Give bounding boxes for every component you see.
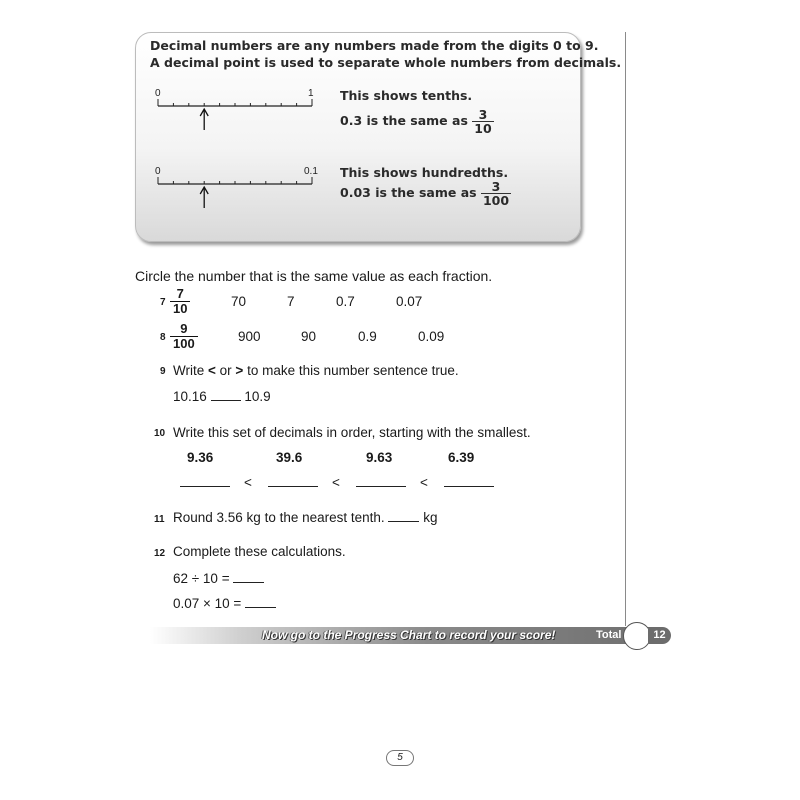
tenths-fraction <box>472 108 493 135</box>
q10-answer-blank-2[interactable] <box>268 475 318 487</box>
q9-gt-symbol: > <box>235 363 244 378</box>
q10-lt-1: < <box>244 475 252 490</box>
hundredths-ticks <box>158 177 312 184</box>
tenths-numerator: 3 <box>478 107 488 122</box>
max-score: 12 <box>648 627 671 644</box>
q7-option-1[interactable]: 70 <box>231 294 247 309</box>
hundredths-number-line <box>150 174 330 214</box>
q10-answer-blank-3[interactable] <box>356 475 406 487</box>
q10-answer-blank-4[interactable] <box>444 475 494 487</box>
q11-number: 11 <box>154 514 165 525</box>
hundredths-start-label: 0 <box>155 166 161 177</box>
hundredths-same-as <box>340 180 511 207</box>
q8-option-3[interactable]: 0.9 <box>358 329 377 344</box>
q8-option-4[interactable]: 0.09 <box>418 329 445 344</box>
info-line-1: Decimal numbers are any numbers made from the digits 0 to 9. <box>150 38 599 53</box>
q12-calc-2-blank[interactable] <box>245 596 276 608</box>
q10-lt-3: < <box>420 475 428 490</box>
q12-calc-2-text: 0.07 × 10 = <box>173 596 242 611</box>
page-number: 5 <box>386 750 414 766</box>
q7-fraction <box>170 287 190 317</box>
q8-number: 8 <box>160 332 166 343</box>
q8-option-1[interactable]: 900 <box>238 329 261 344</box>
q12-calc-1 <box>173 571 264 586</box>
q10-lt-2: < <box>332 475 340 490</box>
tenths-ticks <box>158 99 312 106</box>
q8-numerator: 9 <box>180 321 188 336</box>
hundredths-same-as-text: 0.03 is the same as <box>340 185 477 201</box>
q12-calc-1-text: 62 ÷ 10 = <box>173 571 230 586</box>
q7-option-2[interactable]: 7 <box>287 294 295 309</box>
q10-number: 10 <box>154 428 166 439</box>
q12-prompt: Complete these calculations. <box>173 544 346 559</box>
q8-option-2[interactable]: 90 <box>301 329 317 344</box>
q7-denominator: 10 <box>170 301 190 316</box>
q10-value-4: 6.39 <box>448 450 475 465</box>
hundredths-end-label: 0.1 <box>304 166 318 177</box>
total-label: Total <box>596 629 622 641</box>
tenths-same-as <box>340 108 494 135</box>
q7-option-4[interactable]: 0.07 <box>396 294 423 309</box>
tenths-end-label: 1 <box>308 88 314 99</box>
q10-answer-blank-1[interactable] <box>180 475 230 487</box>
hundredths-denominator: 100 <box>482 193 510 209</box>
tenths-denominator: 10 <box>474 121 492 137</box>
page-right-rule <box>625 32 626 626</box>
q12-calc-2 <box>173 596 276 611</box>
progress-chart-text: Now go to the Progress Chart to record your score! <box>262 628 556 642</box>
tenths-number-line <box>150 96 330 136</box>
q12-calc-1-blank[interactable] <box>233 571 264 583</box>
q10-prompt: Write this set of decimals in order, starting with the smallest. <box>173 425 531 440</box>
q7-number: 7 <box>160 297 166 308</box>
q8-denominator: 100 <box>170 336 198 351</box>
q11-answer-blank[interactable] <box>388 510 419 522</box>
q10-value-2: 39.6 <box>276 450 303 465</box>
q9-answer-blank[interactable] <box>211 389 241 401</box>
q9-prompt-post: to make this number sentence true. <box>243 363 459 378</box>
instruction-text: Circle the number that is the same value as each fraction. <box>135 268 493 284</box>
q10-value-1: 9.36 <box>187 450 214 465</box>
q9-number: 9 <box>160 366 166 377</box>
q9-left-value: 10.16 <box>173 389 207 404</box>
hundredths-arrow <box>200 187 208 208</box>
tenths-shows-text: This shows tenths. <box>340 88 473 103</box>
q9-prompt <box>173 363 459 378</box>
q9-lt-symbol: < <box>208 363 216 378</box>
q9-sentence <box>173 389 271 404</box>
tenths-same-as-text: 0.3 is the same as <box>340 113 468 129</box>
q9-or: or <box>215 363 236 378</box>
info-line-2: A decimal point is used to separate whole numbers from decimals. <box>150 55 622 70</box>
q12-number: 12 <box>154 548 166 559</box>
tenths-arrow <box>200 109 208 130</box>
q7-option-3[interactable]: 0.7 <box>336 294 355 309</box>
q8-fraction <box>170 322 198 352</box>
hundredths-fraction <box>481 180 511 207</box>
score-circle[interactable] <box>623 622 651 650</box>
hundredths-shows-text: This shows hundredths. <box>340 165 509 180</box>
q7-numerator: 7 <box>176 286 184 301</box>
q11-unit: kg <box>423 510 438 525</box>
q9-prompt-pre: Write <box>173 363 209 378</box>
q10-value-3: 9.63 <box>366 450 393 465</box>
q9-right-value: 10.9 <box>244 389 271 404</box>
q11-line <box>173 510 437 525</box>
tenths-start-label: 0 <box>155 88 161 99</box>
q11-prompt: Round 3.56 kg to the nearest tenth. <box>173 510 385 525</box>
hundredths-numerator: 3 <box>491 179 501 194</box>
